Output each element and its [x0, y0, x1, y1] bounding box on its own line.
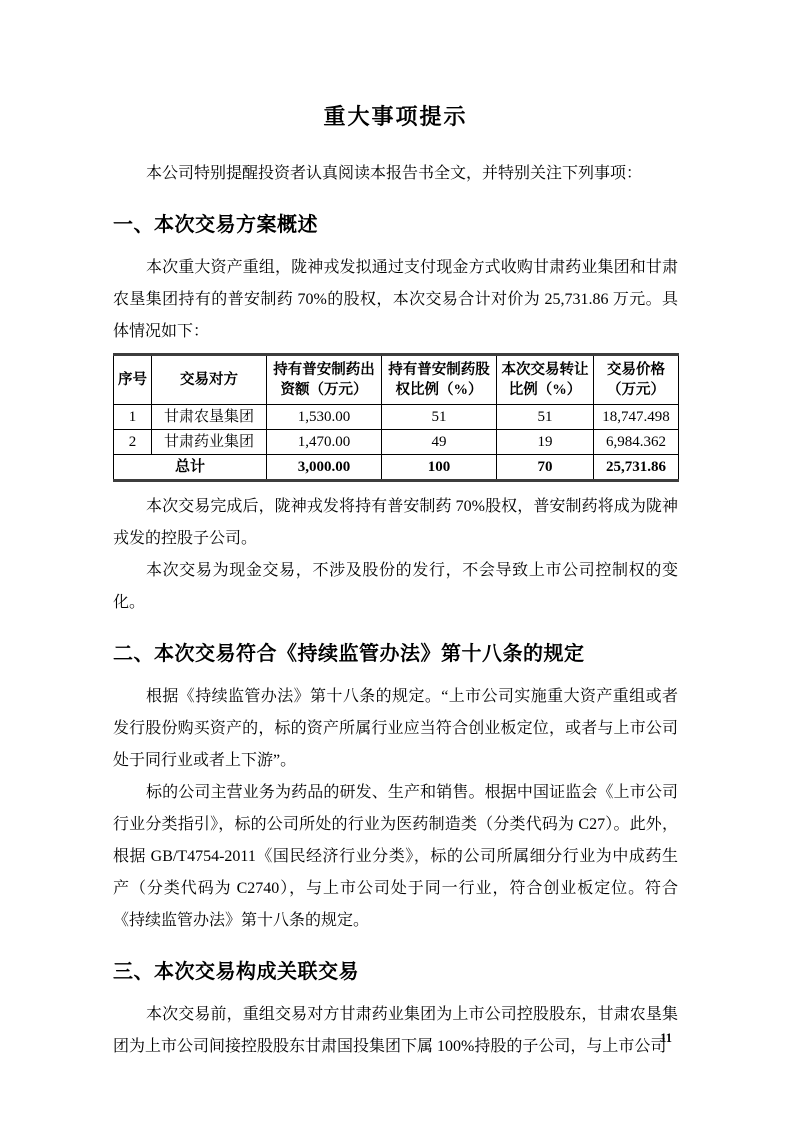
section-1-heading: 一、本次交易方案概述 [113, 214, 318, 236]
table-cell: 1,470.00 [267, 430, 382, 455]
section-3-heading: 三、本次交易构成关联交易 [113, 961, 359, 983]
table-header-cell-index: 序号 [114, 355, 152, 405]
table-total-cell: 25,731.86 [594, 455, 679, 481]
section-2-paragraph-1: 根据《持续监管办法》第十八条的规定。“上市公司实施重大资产重组或者发行股份购买资产的，标的资产所属行业应当符合创业板定位，或者与上市公司处于同行业或者上下游”。 [113, 688, 678, 769]
table-cell: 49 [382, 430, 497, 455]
table-cell: 1 [114, 405, 152, 430]
table-header-cell-contribution: 持有普安制药出资额（万元） [267, 355, 382, 405]
section-1-paragraph-1: 本次重大资产重组，陇神戎发拟通过支付现金方式收购甘肃药业集团和甘肃农垦集团持有的普安制药 70%的股权，本次交易合计对价为 25,731.86 万元。具体情况如下： [113, 259, 678, 340]
table-total-cell: 3,000.00 [267, 455, 382, 481]
table-row [114, 430, 679, 455]
transaction-summary-table [113, 353, 679, 482]
table-cell: 甘肃药业集团 [152, 430, 267, 455]
table-cell: 51 [382, 405, 497, 430]
page-title: 重大事项提示 [323, 104, 468, 129]
table-row [114, 405, 679, 430]
section-2-paragraph-2: 标的公司主营业务为药品的研发、生产和销售。根据中国证监会《上市公司行业分类指引》，标的公司所处的行业为医药制造类（分类代码为 C27）。此外，根据 GB/T4754-2011《国民经济行业分类》，标的公司所属细分行业为中成药生产（分类代码为 C2740），与上市公司处于同一行业，符合创业板定位。符合《持续监管办法》第十八条的规定。 [113, 784, 678, 929]
table-total-cell: 70 [497, 455, 594, 481]
table-total-cell: 100 [382, 455, 497, 481]
section-3-paragraph-1: 本次交易前，重组交易对方甘肃药业集团为上市公司控股股东，甘肃农垦集团为上市公司间接控股股东甘肃国投集团下属 100%持股的子公司，与上市公司 [113, 1006, 678, 1055]
table-total-row [114, 455, 679, 481]
section-2-heading: 二、本次交易符合《持续监管办法》第十八条的规定 [113, 643, 585, 665]
table-header-cell-transfer-ratio: 本次交易转让比例（%） [497, 355, 594, 405]
table-header-row [114, 355, 679, 405]
intro-paragraph: 本公司特别提醒投资者认真阅读本报告书全文，并特别关注下列事项： [146, 165, 643, 182]
table-header-cell-equity-ratio: 持有普安制药股权比例（%） [382, 355, 497, 405]
table-cell: 6,984.362 [594, 430, 679, 455]
table-cell: 1,530.00 [267, 405, 382, 430]
table-cell: 51 [497, 405, 594, 430]
page-number: 11 [660, 1031, 672, 1045]
section-1-paragraph-3: 本次交易为现金交易，不涉及股份的发行，不会导致上市公司控制权的变化。 [113, 562, 678, 611]
table-cell: 甘肃农垦集团 [152, 405, 267, 430]
table-cell: 18,747.498 [594, 405, 679, 430]
section-1-paragraph-2: 本次交易完成后，陇神戎发将持有普安制药 70%股权，普安制药将成为陇神戎发的控股子公司。 [113, 498, 678, 547]
table-header-cell-counterparty: 交易对方 [152, 355, 267, 405]
table-cell: 19 [497, 430, 594, 455]
table-total-label: 总计 [114, 455, 267, 481]
table-header-cell-price: 交易价格（万元） [594, 355, 679, 405]
table-cell: 2 [114, 430, 152, 455]
